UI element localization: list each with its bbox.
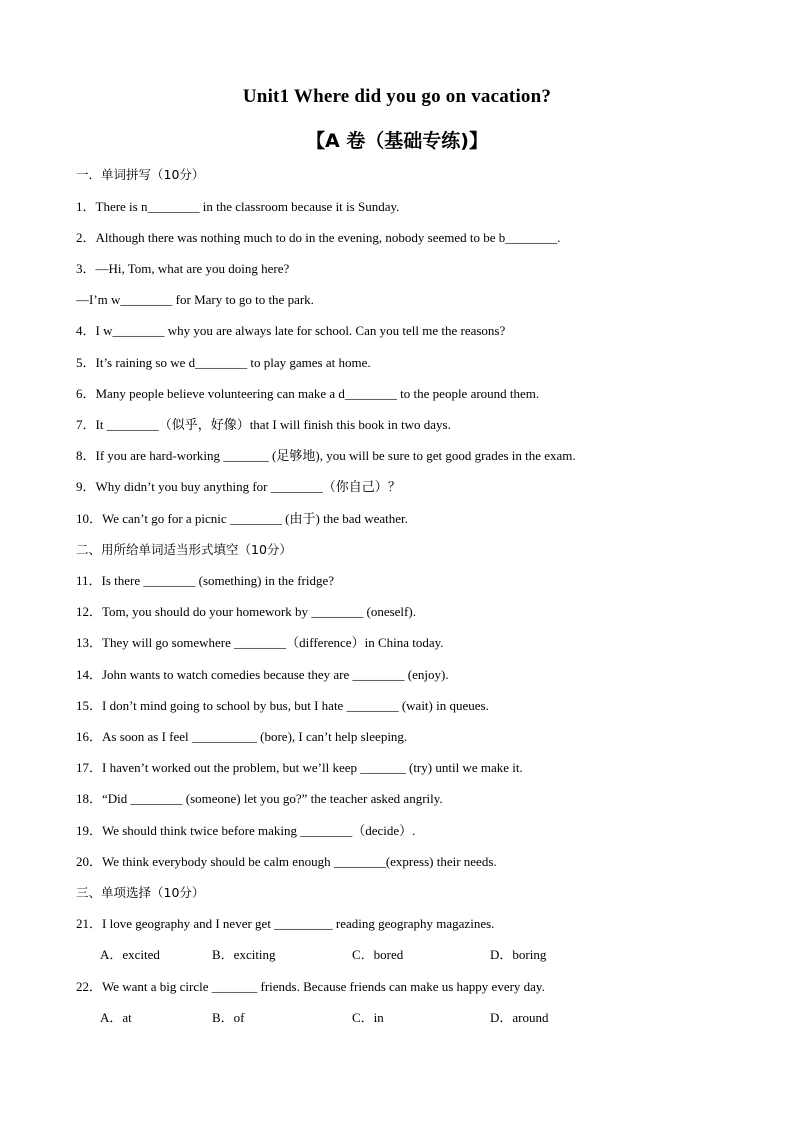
page-title: Unit1 Where did you go on vacation?: [242, 86, 552, 107]
option-c: C．bored: [352, 947, 404, 962]
section-heading-spelling: 一．单词拼写（10分）: [76, 167, 205, 182]
option-d: D．around: [490, 1010, 549, 1025]
question-20: 20．We think everybody should be calm enough ________(express) their needs.: [76, 854, 497, 869]
question-6: 6．Many people believe volunteering can make a d________ to the people around them.: [76, 386, 540, 401]
question-21-options: [100, 946, 700, 964]
question-2: 2．Although there was nothing much to do in the evening, nobody seemed to be b________.: [76, 230, 561, 245]
question-21: 21．I love geography and I never get _________ reading geography magazines.: [76, 916, 495, 931]
section-heading-multiple-choice: 三、单项选择（10分）: [76, 885, 205, 900]
question-13: 13．They will go somewhere ________（difference）in China today.: [76, 635, 444, 650]
question-11: 11．Is there ________ (something) in the fridge?: [76, 573, 335, 588]
question-17: 17．I haven’t worked out the problem, but we’ll keep _______ (try) until we make it.: [76, 760, 523, 775]
page-subtitle: 【A 卷（基础专练)】: [305, 130, 488, 152]
question-5: 5．It’s raining so we d________ to play games at home.: [76, 355, 371, 370]
question-16: 16．As soon as I feel __________ (bore), I can’t help sleeping.: [76, 729, 408, 744]
question-12: 12．Tom, you should do your homework by ________ (oneself).: [76, 604, 416, 619]
option-b: B．exciting: [212, 947, 276, 962]
question-7: 7．It ________（似乎，好像）that I will finish this book in two days.: [76, 417, 451, 432]
question-15: 15．I don’t mind going to school by bus, but I hate ________ (wait) in queues.: [76, 698, 489, 713]
question-1: 1．There is n________ in the classroom because it is Sunday.: [76, 199, 400, 214]
option-c: C．in: [352, 1010, 384, 1025]
option-d: D．boring: [490, 947, 547, 962]
question-10: 10．We can’t go for a picnic ________ (由于) the bad weather.: [76, 511, 408, 526]
question-3: 3．—Hi, Tom, what are you doing here?: [76, 261, 290, 276]
question-4: 4．I w________ why you are always late for school. Can you tell me the reasons?: [76, 323, 506, 338]
question-14: 14．John wants to watch comedies because they are ________ (enjoy).: [76, 667, 449, 682]
question-8: 8．If you are hard-working _______ (足够地), you will be sure to get good grades in the exam.: [76, 448, 576, 463]
option-a: A．excited: [100, 947, 160, 962]
question-22: 22．We want a big circle _______ friends. Because friends can make us happy every day.: [76, 979, 545, 994]
question-18: 18．“Did ________ (someone) let you go?” the teacher asked angrily.: [76, 791, 443, 806]
option-a: A．at: [100, 1010, 132, 1025]
option-b: B．of: [212, 1010, 245, 1025]
question-22-options: [100, 1009, 700, 1027]
section-heading-word-forms: 二、用所给单词适当形式填空（10分）: [76, 542, 292, 557]
question-3-response: —I’m w________ for Mary to go to the park.: [76, 292, 314, 307]
question-19: 19．We should think twice before making ________（decide）.: [76, 823, 416, 838]
question-9: 9．Why didn’t you buy anything for ________（你自己）？: [76, 479, 401, 494]
